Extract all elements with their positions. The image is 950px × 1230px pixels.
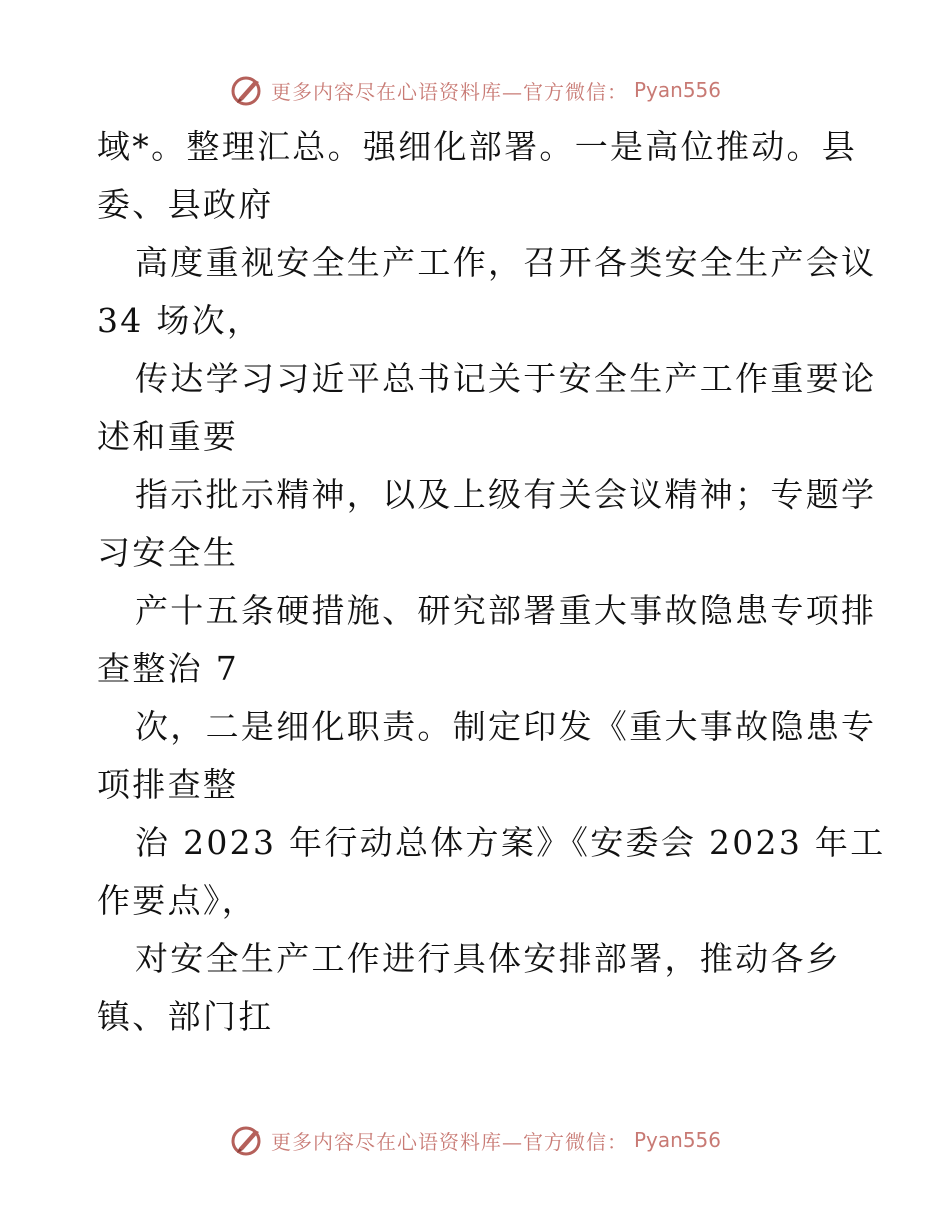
text-line: 次，二是细化职责。制定印发《重大事故隐患专 — [135, 707, 877, 746]
footer-watermark — [0, 1120, 950, 1160]
text-line: 传达学习习近平总书记关于安全生产工作重要论 — [135, 359, 877, 398]
watermark-wechat-id: Pyan556 — [633, 1128, 721, 1152]
watermark-text: 更多内容尽在心语资料库—官方微信： — [270, 1129, 628, 1154]
text-line: 镇、部门扛 — [97, 997, 274, 1036]
text-line: 作要点》， — [97, 881, 257, 920]
text-line: 指示批示精神，以及上级有关会议精神；专题学 — [135, 475, 877, 514]
watermark-text: 更多内容尽在心语资料库—官方微信： — [270, 79, 628, 104]
text-line: 治 2023 年行动总体方案》《安委会 2023 年工 — [135, 823, 886, 862]
text-line: 项排查整 — [97, 765, 239, 804]
text-line: 产十五条硬措施、研究部署重大事故隐患专项排 — [135, 591, 877, 630]
text-line: 34 场次， — [97, 301, 263, 340]
pen-logo-icon — [229, 72, 265, 108]
document-body — [97, 118, 886, 1046]
text-line: 述和重要 — [97, 417, 239, 456]
text-line: 委、县政府 — [97, 185, 274, 224]
text-line: 对安全生产工作进行具体安排部署，推动各乡 — [135, 939, 841, 978]
header-watermark — [0, 70, 950, 110]
watermark-wechat-id: Pyan556 — [633, 78, 721, 102]
text-line: 习安全生 — [97, 533, 239, 572]
text-line: 高度重视安全生产工作，召开各类安全生产会议 — [135, 243, 877, 282]
text-line: 域*。整理汇总。强细化部署。一是高位推动。县 — [97, 127, 858, 166]
text-line: 查整治 7 — [97, 649, 239, 688]
pen-logo-icon — [229, 1122, 265, 1158]
